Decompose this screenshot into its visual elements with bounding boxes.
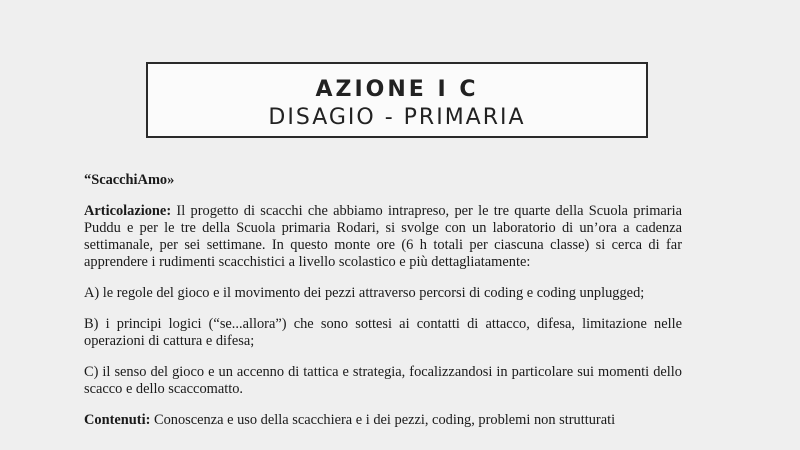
- articolazione-text: Il progetto di scacchi che abbiamo intrapreso, per le tre quarte della Scuola primaria Puddu e per le tre della Scuola primaria Rodari, si svolge con un laboratorio di un’ora a cadenza settimanale, per sei settimane. In questo monte ore (6 h totali per ciascuna classe) si cerca di far apprendere i rudimenti scacchistici a livello scolastico e più dettagliatamente:: [84, 203, 682, 270]
- contenuti-label: Contenuti:: [84, 412, 151, 428]
- slide-subtitle: DISAGIO - PRIMARIA: [268, 105, 526, 130]
- contenuti-text: Conoscenza e uso della scacchiera e i dei pezzi, coding, problemi non strutturati: [150, 412, 616, 428]
- slide-title: AZIONE I C: [315, 77, 479, 102]
- item-c: C) il senso del gioco e un accenno di tattica e strategia, focalizzandosi in particolare sui momenti dello scacco e dello scaccomatto.: [84, 364, 682, 397]
- title-box: [146, 62, 648, 138]
- slide-body: [84, 172, 682, 443]
- contenuti-paragraph: [84, 412, 682, 429]
- project-name: “ScacchiAmo»: [84, 172, 175, 188]
- articolazione-label: Articolazione:: [84, 203, 172, 219]
- articolazione-paragraph: [84, 203, 682, 271]
- item-a: A) le regole del gioco e il movimento dei pezzi attraverso percorsi di coding e coding unplugged;: [84, 285, 645, 301]
- item-b: B) i principi logici (“se...allora”) che sono sottesi ai contatti di attacco, difesa, limitazione nelle operazioni di cattura e difesa;: [84, 316, 682, 349]
